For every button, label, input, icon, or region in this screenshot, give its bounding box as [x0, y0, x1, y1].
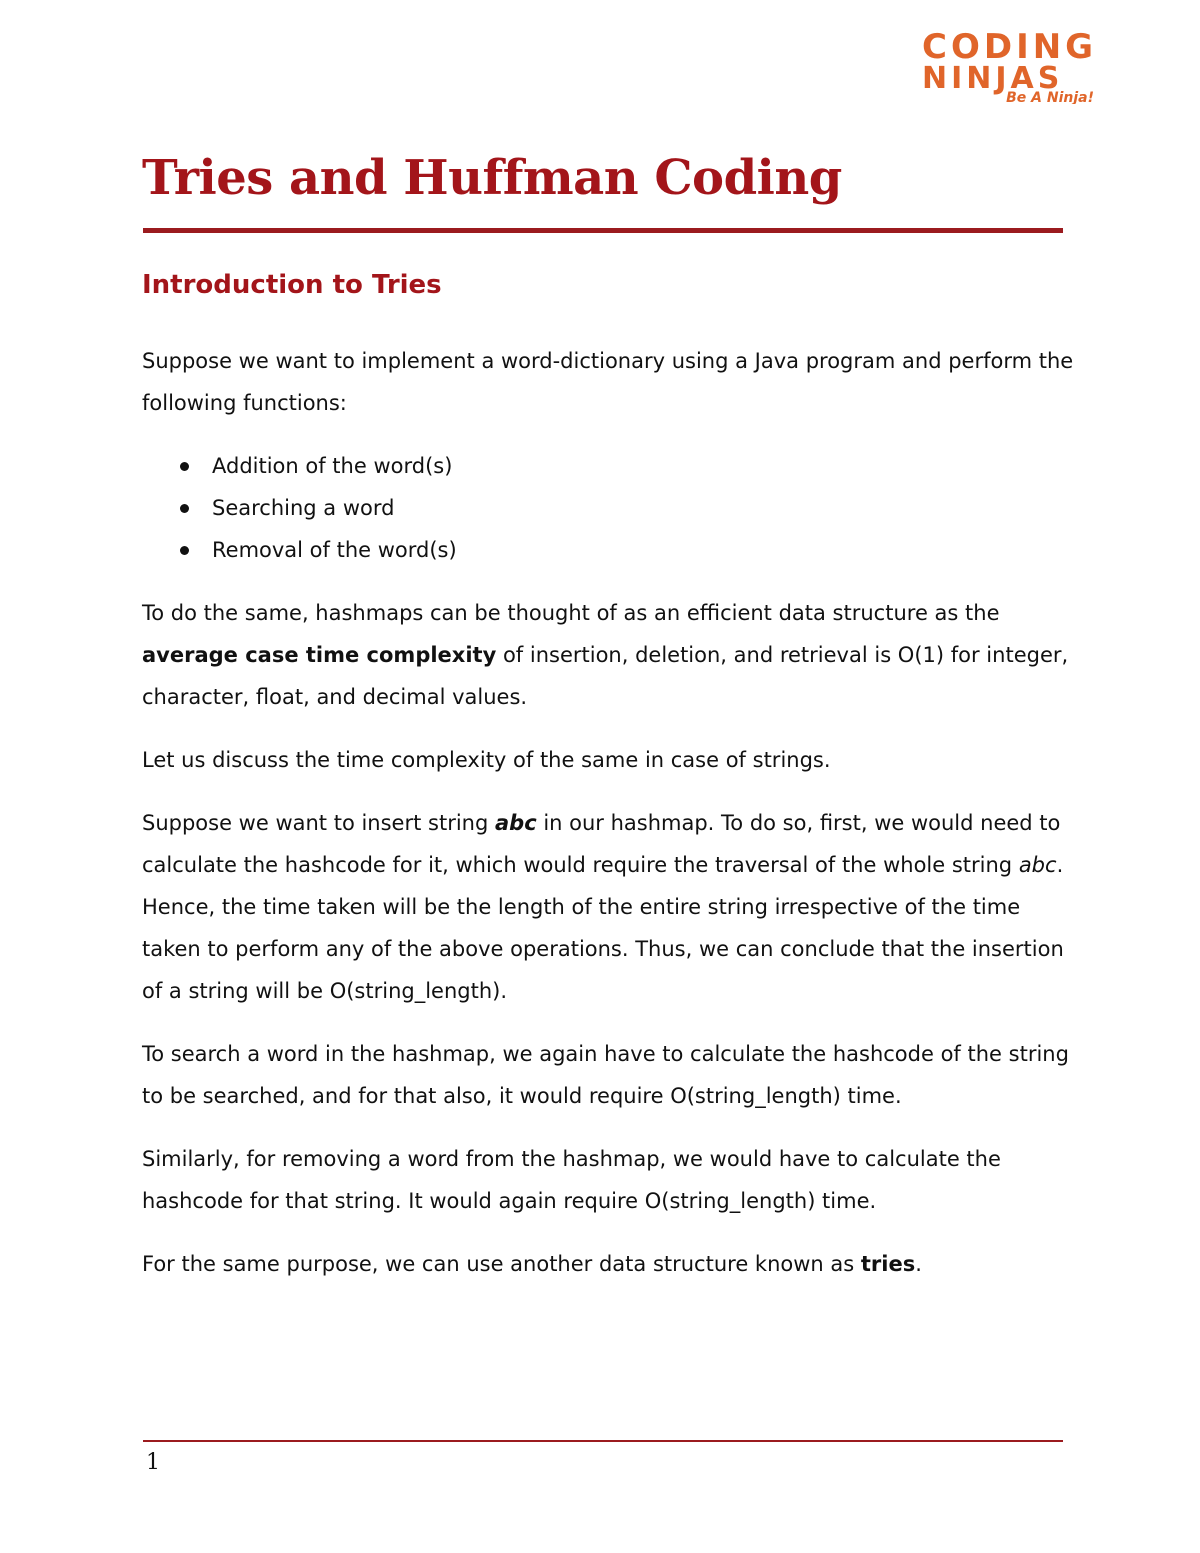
page-number: 1	[146, 1450, 160, 1475]
bold-term: average case time complexity	[142, 643, 497, 667]
list-item	[142, 529, 1082, 571]
logo-line1: CODING	[922, 27, 1098, 67]
document-body	[142, 340, 1082, 1306]
discuss-paragraph: Let us discuss the time complexity of the same in case of strings.	[142, 748, 831, 772]
list-item-text: Searching a word	[212, 496, 395, 520]
search-paragraph: To search a word in the hashmap, we again have to calculate the hashcode of the string to be searched, and for that also, it would require O(string_length) time.	[142, 1042, 1069, 1108]
functions-list	[142, 445, 1082, 571]
list-item-text: Removal of the word(s)	[212, 538, 457, 562]
text-run: in our hashmap. To do so, first, we would need to calculate the hashcode for it, which would require the traversal of the whole string	[142, 811, 1061, 877]
text-run: Suppose we want to insert string	[142, 811, 495, 835]
section-heading: Introduction to Tries	[142, 270, 442, 300]
logo-line2: NINJAS	[922, 61, 1064, 96]
document-title: Tries and Huffman Coding	[142, 150, 842, 206]
text-run: .	[915, 1252, 922, 1276]
title-divider	[143, 228, 1063, 233]
text-run: To do the same, hashmaps can be thought of as an efficient data structure as the	[142, 601, 1000, 625]
footer-divider	[143, 1440, 1063, 1442]
bullet-icon	[180, 546, 189, 555]
bullet-icon	[180, 504, 189, 513]
italic-term: abc	[1018, 853, 1057, 877]
logo-tagline: Be A Ninja!	[1006, 90, 1094, 104]
hashmaps-paragraph	[142, 592, 1082, 718]
list-item	[142, 487, 1082, 529]
bold-italic-term: abc	[494, 811, 537, 835]
text-run: of insertion, deletion, and retrieval is O(1) for integer, character, float, and decimal values.	[142, 643, 1069, 709]
bold-term: tries	[860, 1252, 916, 1276]
tries-paragraph	[142, 1243, 1082, 1285]
list-item-text: Addition of the word(s)	[212, 454, 453, 478]
coding-ninjas-logo	[918, 24, 1100, 104]
list-item	[142, 445, 1082, 487]
intro-paragraph: Suppose we want to implement a word-dictionary using a Java program and perform the following functions:	[142, 349, 1074, 415]
remove-paragraph: Similarly, for removing a word from the hashmap, we would have to calculate the hashcode for that string. It would again require O(string_length) time.	[142, 1147, 1001, 1213]
insert-paragraph	[142, 802, 1082, 1012]
text-run: For the same purpose, we can use another data structure known as	[142, 1252, 861, 1276]
bullet-icon	[180, 462, 189, 471]
text-run: . Hence, the time taken will be the length of the entire string irrespective of the time taken to perform any of the above operations. Thus, we can conclude that the insertion of a string will be O(string_length).	[142, 853, 1064, 1003]
